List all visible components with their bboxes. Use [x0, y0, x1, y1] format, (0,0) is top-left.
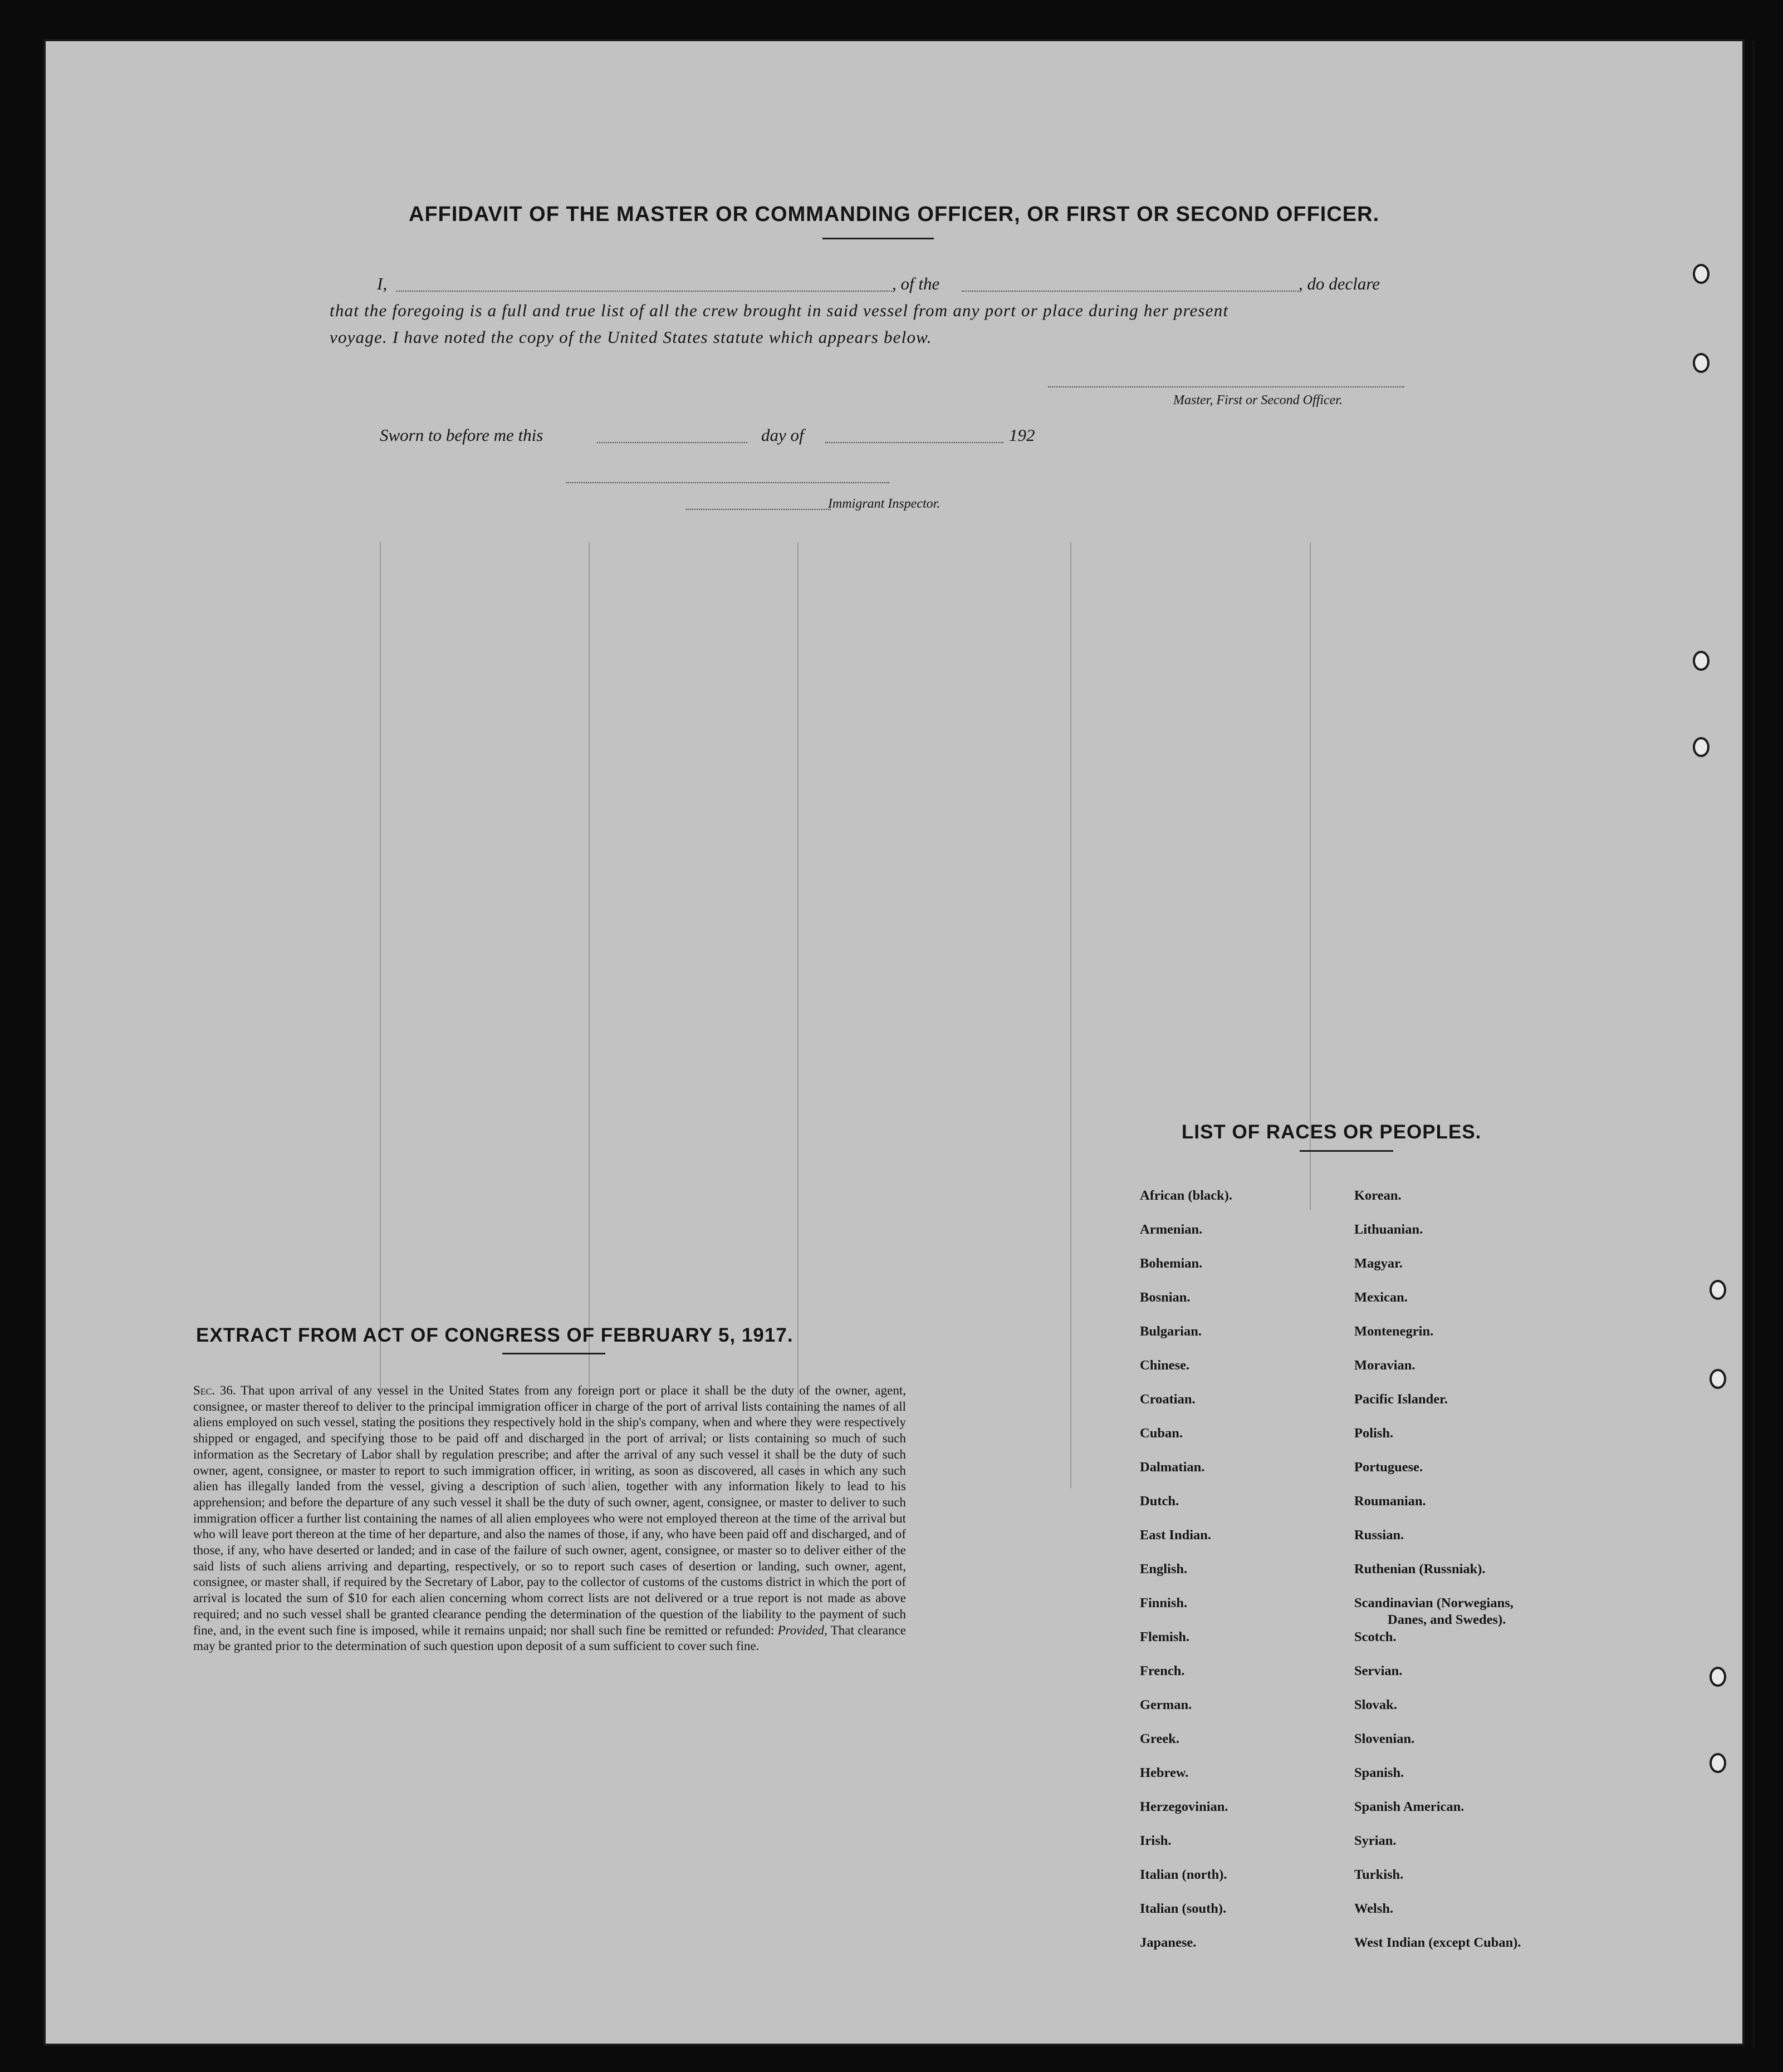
year-prefix: 192 — [1009, 425, 1035, 445]
race-item: Montenegrin. — [1354, 1324, 1434, 1339]
race-item: Syrian. — [1354, 1833, 1397, 1848]
race-item: Flemish. — [1140, 1629, 1190, 1644]
race-item: Scotch. — [1354, 1629, 1397, 1644]
binder-hole — [1693, 264, 1709, 284]
race-item: Scandinavian (Norwegians, — [1354, 1595, 1513, 1611]
race-item: Russian. — [1354, 1528, 1404, 1543]
affidavit-do-declare: , do declare — [1299, 274, 1380, 293]
affidavit-title: AFFIDAVIT OF THE MASTER OR COMMANDING OFFICER, OR FIRST OR SECOND OFFICER. — [409, 203, 1380, 226]
extract-underline — [502, 1353, 605, 1354]
race-item: Lithuanian. — [1354, 1222, 1423, 1237]
race-item: Armenian. — [1140, 1222, 1203, 1237]
sworn-day-line — [597, 442, 747, 443]
race-item: Dutch. — [1140, 1494, 1179, 1509]
section-label: Sec. 36. — [193, 1383, 236, 1397]
race-item: Dalmatian. — [1140, 1460, 1205, 1475]
race-item: Herzegovinian. — [1140, 1799, 1228, 1814]
race-item: Japanese. — [1140, 1935, 1197, 1950]
race-item: Italian (south). — [1140, 1901, 1227, 1916]
races-title: LIST OF RACES OR PEOPLES. — [1182, 1121, 1482, 1143]
affidavit-of-the: , of the — [892, 274, 940, 293]
binder-hole — [1709, 1280, 1726, 1300]
race-item: Servian. — [1354, 1663, 1403, 1678]
race-item: Spanish American. — [1354, 1799, 1464, 1814]
race-item: Chinese. — [1140, 1358, 1190, 1373]
race-item: Bulgarian. — [1140, 1324, 1202, 1339]
affidavit-i: I, — [377, 274, 388, 293]
race-item: Finnish. — [1140, 1595, 1188, 1611]
binder-hole — [1709, 1369, 1726, 1389]
race-item: East Indian. — [1140, 1528, 1212, 1543]
race-item-continuation: Danes, and Swedes). — [1388, 1612, 1506, 1627]
race-item: Slovak. — [1354, 1697, 1397, 1712]
binder-hole — [1693, 353, 1709, 373]
race-item: Croatian. — [1140, 1392, 1196, 1407]
race-item: Pacific Islander. — [1354, 1392, 1448, 1407]
inspector-upper-line — [566, 482, 889, 483]
sworn-month-line — [825, 442, 1003, 443]
race-item: German. — [1140, 1697, 1192, 1712]
day-of-text: day of — [761, 425, 804, 445]
master-name-line — [396, 291, 892, 292]
race-item: Magyar. — [1354, 1256, 1403, 1271]
statute-text — [193, 1383, 906, 1654]
race-item: Portuguese. — [1354, 1460, 1423, 1475]
statute-body-b: That clearance may be granted prior to the determination of such question upon deposit of a sum sufficient to cover such fine. — [193, 1623, 906, 1653]
race-item: African (black). — [1140, 1188, 1233, 1203]
race-item: Bosnian. — [1140, 1290, 1191, 1305]
binder-hole — [1693, 651, 1709, 671]
affidavit-line-3: voyage. I have noted the copy of the United States statute which appears below. — [330, 327, 932, 347]
race-item: Polish. — [1354, 1426, 1394, 1441]
race-item: Irish. — [1140, 1833, 1172, 1848]
signature-caption: Master, First or Second Officer. — [1173, 393, 1343, 407]
race-item: Turkish. — [1354, 1867, 1404, 1882]
signature-line — [1048, 386, 1404, 387]
race-item: Spanish. — [1354, 1765, 1404, 1780]
page-edge — [1752, 41, 1755, 2048]
document-page — [43, 39, 1745, 2046]
race-item: Cuban. — [1140, 1426, 1183, 1441]
faint-column-rule — [380, 542, 381, 1489]
race-item: Welsh. — [1354, 1901, 1394, 1916]
race-item: Bohemian. — [1140, 1256, 1203, 1271]
extract-title: EXTRACT FROM ACT OF CONGRESS OF FEBRUARY 5, 1917. — [196, 1324, 793, 1346]
affidavit-line-2: that the foregoing is a full and true list of all the crew brought in said vessel from any port or place during her present — [330, 301, 1229, 320]
faint-column-rule — [1070, 542, 1071, 1489]
race-item: Hebrew. — [1140, 1765, 1189, 1780]
binder-hole — [1709, 1753, 1726, 1773]
sworn-text: Sworn to before me this — [380, 425, 543, 445]
race-item: Moravian. — [1354, 1358, 1415, 1373]
faint-column-rule — [1310, 542, 1311, 1210]
statute-body-a: That upon arrival of any vessel in the United States from any foreign port or place it shall be the duty of the owner, agent, consignee, or master thereof to deliver to the principal immigration officer in charge of the port of arrival lists containing the names of all aliens employed on such vessel, stating the positions they respectively hold in the ship's company, when and where they were respectively shipped or engaged, and specifying those to be paid off and discharged in the port of arrival; or lists containing so much of such information as the Secretary of Labor shall by regulation prescribe; and after the arrival of any such vessel it shall be the duty of such owner, agent, consignee, or master to report to such immigration officer, in writing, as soon as discovered, all cases in which any such alien has illegally landed from the vessel, giving a description of such alien, together with any information likely to lead to his apprehension; and before the departure of any such vessel it shall be the duty of such owner, agent, consignee, or master to deliver to such immigration officer a further list containing the names of all alien employees who were not employed thereon at the time of the arrival but who will leave port thereon at the time of her departure, and also the names of those, if any, who have been paid off and discharged, and of those, if any, who have deserted or landed; and in case of the failure of such owner, agent, consignee, or master so to deliver either of the said lists of such aliens arriving and departing, respectively, or so to report such cases of desertion or landing, such owner, agent, consignee, or master shall, if required by the Secretary of Labor, pay to the collector of customs of the customs district in which the port of arrival is located the sum of $10 for each alien concerning whom correct lists are not delivered or a true report is not made as above required; and no such vessel shall be granted clearance pending the determination of the question of the liability to the payment of such fine, and, in the event such fine is imposed, while it remains unpaid; nor shall such fine be remitted or refunded: — [193, 1383, 906, 1637]
race-item: Mexican. — [1354, 1290, 1408, 1305]
binder-hole — [1693, 737, 1709, 757]
vessel-name-line — [962, 291, 1299, 292]
statute-provided: Provided, — [777, 1623, 827, 1637]
race-item: Slovenian. — [1354, 1731, 1415, 1746]
race-item: Italian (north). — [1140, 1867, 1227, 1882]
race-item: French. — [1140, 1663, 1185, 1678]
race-item: West Indian (except Cuban). — [1354, 1935, 1521, 1950]
races-underline — [1300, 1150, 1393, 1152]
race-item: Korean. — [1354, 1188, 1402, 1203]
race-item: English. — [1140, 1562, 1188, 1577]
race-item: Roumanian. — [1354, 1494, 1426, 1509]
binder-hole — [1709, 1667, 1726, 1687]
inspector-signature-line — [686, 509, 831, 510]
title-underline — [822, 238, 934, 239]
race-item: Ruthenian (Russniak). — [1354, 1562, 1486, 1577]
faint-column-rule — [589, 542, 590, 1489]
race-item: Greek. — [1140, 1731, 1179, 1746]
faint-column-rule — [797, 542, 799, 1489]
inspector-caption: Immigrant Inspector. — [828, 497, 941, 511]
